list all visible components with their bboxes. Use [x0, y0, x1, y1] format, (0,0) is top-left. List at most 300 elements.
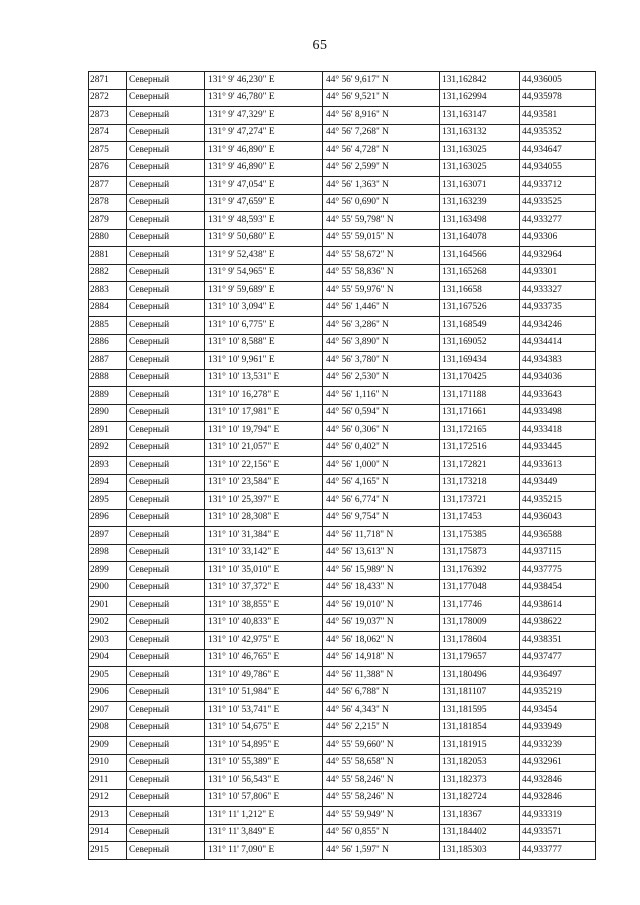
table-row [89, 579, 596, 597]
longitude-dms-cell: 131° 10' 19,794" E [205, 422, 323, 440]
table-row [89, 369, 596, 387]
point-number-cell: 2885 [89, 317, 127, 335]
point-number-cell: 2889 [89, 387, 127, 405]
longitude-decimal-cell: 131,181915 [440, 737, 520, 755]
area-name-cell: Северный [127, 702, 205, 720]
area-name-cell: Северный [127, 737, 205, 755]
table-row [89, 474, 596, 492]
table-row [89, 807, 596, 825]
area-name-cell: Северный [127, 807, 205, 825]
area-name-cell: Северный [127, 614, 205, 632]
latitude-dms-cell: 44° 56' 13,613" N [323, 544, 440, 562]
point-number-cell: 2902 [89, 614, 127, 632]
longitude-dms-cell: 131° 10' 8,588" E [205, 334, 323, 352]
table-row [89, 334, 596, 352]
longitude-dms-cell: 131° 9' 59,689" E [205, 282, 323, 300]
latitude-decimal-cell: 44,937115 [520, 544, 596, 562]
latitude-decimal-cell: 44,933525 [520, 194, 596, 212]
longitude-dms-cell: 131° 9' 47,329" E [205, 107, 323, 125]
table-row [89, 824, 596, 842]
latitude-decimal-cell: 44,934647 [520, 142, 596, 160]
longitude-dms-cell: 131° 9' 52,438" E [205, 247, 323, 265]
longitude-decimal-cell: 131,162994 [440, 89, 520, 107]
longitude-decimal-cell: 131,172821 [440, 457, 520, 475]
table-row [89, 89, 596, 107]
latitude-decimal-cell: 44,932964 [520, 247, 596, 265]
table-row [89, 527, 596, 545]
area-name-cell: Северный [127, 387, 205, 405]
area-name-cell: Северный [127, 719, 205, 737]
latitude-decimal-cell: 44,932846 [520, 772, 596, 790]
longitude-decimal-cell: 131,162842 [440, 72, 520, 90]
longitude-dms-cell: 131° 11' 7,090" E [205, 842, 323, 860]
longitude-decimal-cell: 131,169434 [440, 352, 520, 370]
latitude-decimal-cell: 44,934246 [520, 317, 596, 335]
longitude-dms-cell: 131° 10' 51,984" E [205, 684, 323, 702]
point-number-cell: 2882 [89, 264, 127, 282]
point-number-cell: 2915 [89, 842, 127, 860]
latitude-decimal-cell: 44,936005 [520, 72, 596, 90]
latitude-decimal-cell: 44,938614 [520, 597, 596, 615]
latitude-dms-cell: 44° 55' 59,015" N [323, 229, 440, 247]
longitude-dms-cell: 131° 9' 48,593" E [205, 212, 323, 230]
longitude-decimal-cell: 131,182373 [440, 772, 520, 790]
point-number-cell: 2877 [89, 177, 127, 195]
table-row [89, 387, 596, 405]
latitude-dms-cell: 44° 56' 2,599" N [323, 159, 440, 177]
point-number-cell: 2895 [89, 492, 127, 510]
longitude-decimal-cell: 131,179657 [440, 649, 520, 667]
point-number-cell: 2874 [89, 124, 127, 142]
longitude-decimal-cell: 131,163239 [440, 194, 520, 212]
table-row [89, 159, 596, 177]
latitude-dms-cell: 44° 56' 0,594" N [323, 404, 440, 422]
longitude-dms-cell: 131° 10' 54,675" E [205, 719, 323, 737]
latitude-decimal-cell: 44,933239 [520, 737, 596, 755]
longitude-decimal-cell: 131,17746 [440, 597, 520, 615]
latitude-decimal-cell: 44,934414 [520, 334, 596, 352]
longitude-dms-cell: 131° 10' 16,278" E [205, 387, 323, 405]
table-row [89, 422, 596, 440]
longitude-dms-cell: 131° 10' 3,094" E [205, 299, 323, 317]
longitude-dms-cell: 131° 10' 56,543" E [205, 772, 323, 790]
area-name-cell: Северный [127, 264, 205, 282]
point-number-cell: 2893 [89, 457, 127, 475]
longitude-decimal-cell: 131,171188 [440, 387, 520, 405]
latitude-decimal-cell: 44,933571 [520, 824, 596, 842]
point-number-cell: 2912 [89, 789, 127, 807]
latitude-decimal-cell: 44,938622 [520, 614, 596, 632]
area-name-cell: Северный [127, 509, 205, 527]
latitude-dms-cell: 44° 56' 2,215" N [323, 719, 440, 737]
longitude-decimal-cell: 131,164566 [440, 247, 520, 265]
latitude-decimal-cell: 44,933735 [520, 299, 596, 317]
latitude-dms-cell: 44° 56' 0,855" N [323, 824, 440, 842]
table-row [89, 614, 596, 632]
area-name-cell: Северный [127, 422, 205, 440]
latitude-decimal-cell: 44,933613 [520, 457, 596, 475]
area-name-cell: Северный [127, 352, 205, 370]
latitude-dms-cell: 44° 56' 14,918" N [323, 649, 440, 667]
longitude-decimal-cell: 131,181595 [440, 702, 520, 720]
latitude-dms-cell: 44° 55' 59,660" N [323, 737, 440, 755]
area-name-cell: Северный [127, 492, 205, 510]
table-row [89, 317, 596, 335]
latitude-decimal-cell: 44,935219 [520, 684, 596, 702]
longitude-dms-cell: 131° 9' 46,230" E [205, 72, 323, 90]
table-row [89, 702, 596, 720]
latitude-decimal-cell: 44,933319 [520, 807, 596, 825]
latitude-dms-cell: 44° 56' 1,000" N [323, 457, 440, 475]
table-row [89, 229, 596, 247]
point-number-cell: 2876 [89, 159, 127, 177]
latitude-decimal-cell: 44,935215 [520, 492, 596, 510]
area-name-cell: Северный [127, 177, 205, 195]
longitude-dms-cell: 131° 10' 33,142" E [205, 544, 323, 562]
point-number-cell: 2890 [89, 404, 127, 422]
latitude-dms-cell: 44° 56' 0,690" N [323, 194, 440, 212]
longitude-dms-cell: 131° 10' 28,308" E [205, 509, 323, 527]
longitude-dms-cell: 131° 9' 46,890" E [205, 142, 323, 160]
area-name-cell: Северный [127, 282, 205, 300]
area-name-cell: Северный [127, 159, 205, 177]
point-number-cell: 2880 [89, 229, 127, 247]
point-number-cell: 2914 [89, 824, 127, 842]
point-number-cell: 2906 [89, 684, 127, 702]
area-name-cell: Северный [127, 404, 205, 422]
point-number-cell: 2907 [89, 702, 127, 720]
longitude-dms-cell: 131° 10' 31,384" E [205, 527, 323, 545]
latitude-decimal-cell: 44,93306 [520, 229, 596, 247]
area-name-cell: Северный [127, 334, 205, 352]
table-row [89, 719, 596, 737]
point-number-cell: 2891 [89, 422, 127, 440]
point-number-cell: 2901 [89, 597, 127, 615]
latitude-dms-cell: 44° 55' 58,246" N [323, 789, 440, 807]
longitude-decimal-cell: 131,176392 [440, 562, 520, 580]
latitude-dms-cell: 44° 56' 18,062" N [323, 632, 440, 650]
longitude-dms-cell: 131° 9' 46,780" E [205, 89, 323, 107]
longitude-decimal-cell: 131,165268 [440, 264, 520, 282]
latitude-dms-cell: 44° 55' 59,798" N [323, 212, 440, 230]
longitude-dms-cell: 131° 10' 40,833" E [205, 614, 323, 632]
longitude-dms-cell: 131° 11' 3,849" E [205, 824, 323, 842]
table-row [89, 684, 596, 702]
latitude-dms-cell: 44° 56' 3,780" N [323, 352, 440, 370]
area-name-cell: Северный [127, 247, 205, 265]
point-number-cell: 2886 [89, 334, 127, 352]
area-name-cell: Северный [127, 562, 205, 580]
table-row [89, 737, 596, 755]
area-name-cell: Северный [127, 107, 205, 125]
point-number-cell: 2887 [89, 352, 127, 370]
longitude-decimal-cell: 131,18367 [440, 807, 520, 825]
point-number-cell: 2903 [89, 632, 127, 650]
table-row [89, 544, 596, 562]
latitude-decimal-cell: 44,933949 [520, 719, 596, 737]
longitude-decimal-cell: 131,172516 [440, 439, 520, 457]
table-row [89, 282, 596, 300]
latitude-decimal-cell: 44,93449 [520, 474, 596, 492]
latitude-dms-cell: 44° 56' 9,754" N [323, 509, 440, 527]
longitude-decimal-cell: 131,182724 [440, 789, 520, 807]
area-name-cell: Северный [127, 789, 205, 807]
latitude-dms-cell: 44° 56' 1,597" N [323, 842, 440, 860]
table-row [89, 632, 596, 650]
latitude-decimal-cell: 44,936588 [520, 527, 596, 545]
area-name-cell: Северный [127, 439, 205, 457]
longitude-decimal-cell: 131,180496 [440, 667, 520, 685]
point-number-cell: 2904 [89, 649, 127, 667]
point-number-cell: 2899 [89, 562, 127, 580]
point-number-cell: 2879 [89, 212, 127, 230]
point-number-cell: 2909 [89, 737, 127, 755]
latitude-decimal-cell: 44,93301 [520, 264, 596, 282]
latitude-dms-cell: 44° 55' 59,976" N [323, 282, 440, 300]
latitude-decimal-cell: 44,936043 [520, 509, 596, 527]
area-name-cell: Северный [127, 474, 205, 492]
point-number-cell: 2911 [89, 772, 127, 790]
latitude-decimal-cell: 44,933712 [520, 177, 596, 195]
area-name-cell: Северный [127, 89, 205, 107]
area-name-cell: Северный [127, 527, 205, 545]
longitude-dms-cell: 131° 10' 55,389" E [205, 754, 323, 772]
longitude-decimal-cell: 131,185303 [440, 842, 520, 860]
area-name-cell: Северный [127, 842, 205, 860]
point-number-cell: 2905 [89, 667, 127, 685]
area-name-cell: Северный [127, 544, 205, 562]
longitude-dms-cell: 131° 10' 6,775" E [205, 317, 323, 335]
table-row [89, 457, 596, 475]
table-row [89, 107, 596, 125]
latitude-dms-cell: 44° 56' 11,718" N [323, 527, 440, 545]
table-row [89, 772, 596, 790]
latitude-dms-cell: 44° 56' 8,916" N [323, 107, 440, 125]
latitude-dms-cell: 44° 56' 1,446" N [323, 299, 440, 317]
longitude-decimal-cell: 131,181107 [440, 684, 520, 702]
table-row [89, 667, 596, 685]
latitude-dms-cell: 44° 56' 7,268" N [323, 124, 440, 142]
longitude-decimal-cell: 131,163147 [440, 107, 520, 125]
table-row [89, 842, 596, 860]
longitude-decimal-cell: 131,163498 [440, 212, 520, 230]
longitude-dms-cell: 131° 9' 47,274" E [205, 124, 323, 142]
latitude-dms-cell: 44° 56' 15,989" N [323, 562, 440, 580]
table-row [89, 404, 596, 422]
point-number-cell: 2881 [89, 247, 127, 265]
latitude-dms-cell: 44° 56' 4,728" N [323, 142, 440, 160]
longitude-decimal-cell: 131,173721 [440, 492, 520, 510]
area-name-cell: Северный [127, 369, 205, 387]
latitude-decimal-cell: 44,935978 [520, 89, 596, 107]
latitude-decimal-cell: 44,938351 [520, 632, 596, 650]
table-row [89, 194, 596, 212]
latitude-dms-cell: 44° 56' 11,388" N [323, 667, 440, 685]
latitude-dms-cell: 44° 55' 58,246" N [323, 772, 440, 790]
latitude-decimal-cell: 44,933777 [520, 842, 596, 860]
area-name-cell: Северный [127, 632, 205, 650]
longitude-decimal-cell: 131,17453 [440, 509, 520, 527]
area-name-cell: Северный [127, 142, 205, 160]
area-name-cell: Северный [127, 649, 205, 667]
table-row [89, 754, 596, 772]
longitude-dms-cell: 131° 10' 13,531" E [205, 369, 323, 387]
latitude-dms-cell: 44° 55' 58,836" N [323, 264, 440, 282]
latitude-decimal-cell: 44,934036 [520, 369, 596, 387]
latitude-dms-cell: 44° 55' 59,949" N [323, 807, 440, 825]
area-name-cell: Северный [127, 772, 205, 790]
latitude-dms-cell: 44° 55' 58,672" N [323, 247, 440, 265]
latitude-dms-cell: 44° 56' 19,010" N [323, 597, 440, 615]
table-row [89, 177, 596, 195]
latitude-decimal-cell: 44,937477 [520, 649, 596, 667]
area-name-cell: Северный [127, 194, 205, 212]
longitude-dms-cell: 131° 10' 53,741" E [205, 702, 323, 720]
point-number-cell: 2888 [89, 369, 127, 387]
latitude-dms-cell: 44° 56' 9,617" N [323, 72, 440, 90]
point-number-cell: 2872 [89, 89, 127, 107]
table-row [89, 649, 596, 667]
latitude-decimal-cell: 44,932846 [520, 789, 596, 807]
table-row [89, 142, 596, 160]
point-number-cell: 2910 [89, 754, 127, 772]
coordinates-table [88, 71, 596, 860]
latitude-decimal-cell: 44,934055 [520, 159, 596, 177]
longitude-dms-cell: 131° 10' 9,961" E [205, 352, 323, 370]
longitude-dms-cell: 131° 10' 22,156" E [205, 457, 323, 475]
latitude-decimal-cell: 44,934383 [520, 352, 596, 370]
longitude-dms-cell: 131° 10' 54,895" E [205, 737, 323, 755]
area-name-cell: Северный [127, 299, 205, 317]
point-number-cell: 2871 [89, 72, 127, 90]
longitude-dms-cell: 131° 11' 1,212" E [205, 807, 323, 825]
table-row [89, 212, 596, 230]
longitude-dms-cell: 131° 10' 49,786" E [205, 667, 323, 685]
longitude-dms-cell: 131° 10' 23,584" E [205, 474, 323, 492]
area-name-cell: Северный [127, 317, 205, 335]
longitude-decimal-cell: 131,163132 [440, 124, 520, 142]
latitude-decimal-cell: 44,935352 [520, 124, 596, 142]
point-number-cell: 2892 [89, 439, 127, 457]
table-row [89, 562, 596, 580]
longitude-dms-cell: 131° 10' 17,981" E [205, 404, 323, 422]
longitude-dms-cell: 131° 9' 47,659" E [205, 194, 323, 212]
longitude-decimal-cell: 131,164078 [440, 229, 520, 247]
longitude-dms-cell: 131° 9' 47,054" E [205, 177, 323, 195]
longitude-dms-cell: 131° 10' 57,806" E [205, 789, 323, 807]
area-name-cell: Северный [127, 754, 205, 772]
latitude-dms-cell: 44° 56' 6,774" N [323, 492, 440, 510]
table-body [89, 72, 596, 860]
latitude-dms-cell: 44° 56' 9,521" N [323, 89, 440, 107]
latitude-dms-cell: 44° 56' 19,037" N [323, 614, 440, 632]
table-row [89, 789, 596, 807]
area-name-cell: Северный [127, 684, 205, 702]
point-number-cell: 2884 [89, 299, 127, 317]
longitude-decimal-cell: 131,173218 [440, 474, 520, 492]
longitude-dms-cell: 131° 10' 35,010" E [205, 562, 323, 580]
point-number-cell: 2897 [89, 527, 127, 545]
longitude-dms-cell: 131° 10' 46,765" E [205, 649, 323, 667]
latitude-decimal-cell: 44,936497 [520, 667, 596, 685]
longitude-dms-cell: 131° 9' 50,680" E [205, 229, 323, 247]
latitude-decimal-cell: 44,93454 [520, 702, 596, 720]
table-row [89, 247, 596, 265]
table-row [89, 72, 596, 90]
latitude-decimal-cell: 44,93581 [520, 107, 596, 125]
area-name-cell: Северный [127, 824, 205, 842]
latitude-dms-cell: 44° 56' 6,788" N [323, 684, 440, 702]
point-number-cell: 2900 [89, 579, 127, 597]
longitude-dms-cell: 131° 9' 46,890" E [205, 159, 323, 177]
longitude-dms-cell: 131° 10' 42,975" E [205, 632, 323, 650]
longitude-decimal-cell: 131,175385 [440, 527, 520, 545]
longitude-decimal-cell: 131,163025 [440, 142, 520, 160]
longitude-decimal-cell: 131,171661 [440, 404, 520, 422]
area-name-cell: Северный [127, 212, 205, 230]
latitude-dms-cell: 44° 55' 58,658" N [323, 754, 440, 772]
area-name-cell: Северный [127, 229, 205, 247]
latitude-dms-cell: 44° 56' 3,286" N [323, 317, 440, 335]
longitude-decimal-cell: 131,178604 [440, 632, 520, 650]
longitude-decimal-cell: 131,182053 [440, 754, 520, 772]
area-name-cell: Северный [127, 457, 205, 475]
longitude-decimal-cell: 131,181854 [440, 719, 520, 737]
latitude-dms-cell: 44° 56' 4,343" N [323, 702, 440, 720]
table-row [89, 439, 596, 457]
latitude-decimal-cell: 44,932961 [520, 754, 596, 772]
latitude-decimal-cell: 44,933327 [520, 282, 596, 300]
latitude-decimal-cell: 44,933418 [520, 422, 596, 440]
longitude-decimal-cell: 131,175873 [440, 544, 520, 562]
longitude-decimal-cell: 131,163071 [440, 177, 520, 195]
longitude-decimal-cell: 131,170425 [440, 369, 520, 387]
table-row [89, 124, 596, 142]
longitude-decimal-cell: 131,16658 [440, 282, 520, 300]
point-number-cell: 2896 [89, 509, 127, 527]
point-number-cell: 2878 [89, 194, 127, 212]
latitude-decimal-cell: 44,938454 [520, 579, 596, 597]
longitude-decimal-cell: 131,163025 [440, 159, 520, 177]
page-number: 65 [312, 38, 328, 53]
area-name-cell: Северный [127, 72, 205, 90]
latitude-dms-cell: 44° 56' 1,363" N [323, 177, 440, 195]
latitude-decimal-cell: 44,933445 [520, 439, 596, 457]
area-name-cell: Северный [127, 667, 205, 685]
table-row [89, 264, 596, 282]
table-row [89, 597, 596, 615]
latitude-dms-cell: 44° 56' 4,165" N [323, 474, 440, 492]
area-name-cell: Северный [127, 597, 205, 615]
point-number-cell: 2908 [89, 719, 127, 737]
latitude-dms-cell: 44° 56' 0,306" N [323, 422, 440, 440]
longitude-decimal-cell: 131,169052 [440, 334, 520, 352]
longitude-decimal-cell: 131,177048 [440, 579, 520, 597]
table-row [89, 299, 596, 317]
table-row [89, 492, 596, 510]
latitude-decimal-cell: 44,933277 [520, 212, 596, 230]
latitude-decimal-cell: 44,937775 [520, 562, 596, 580]
longitude-decimal-cell: 131,172165 [440, 422, 520, 440]
longitude-decimal-cell: 131,184402 [440, 824, 520, 842]
point-number-cell: 2913 [89, 807, 127, 825]
table-row [89, 352, 596, 370]
longitude-dms-cell: 131° 9' 54,965" E [205, 264, 323, 282]
table-row [89, 509, 596, 527]
longitude-decimal-cell: 131,168549 [440, 317, 520, 335]
latitude-decimal-cell: 44,933498 [520, 404, 596, 422]
point-number-cell: 2898 [89, 544, 127, 562]
